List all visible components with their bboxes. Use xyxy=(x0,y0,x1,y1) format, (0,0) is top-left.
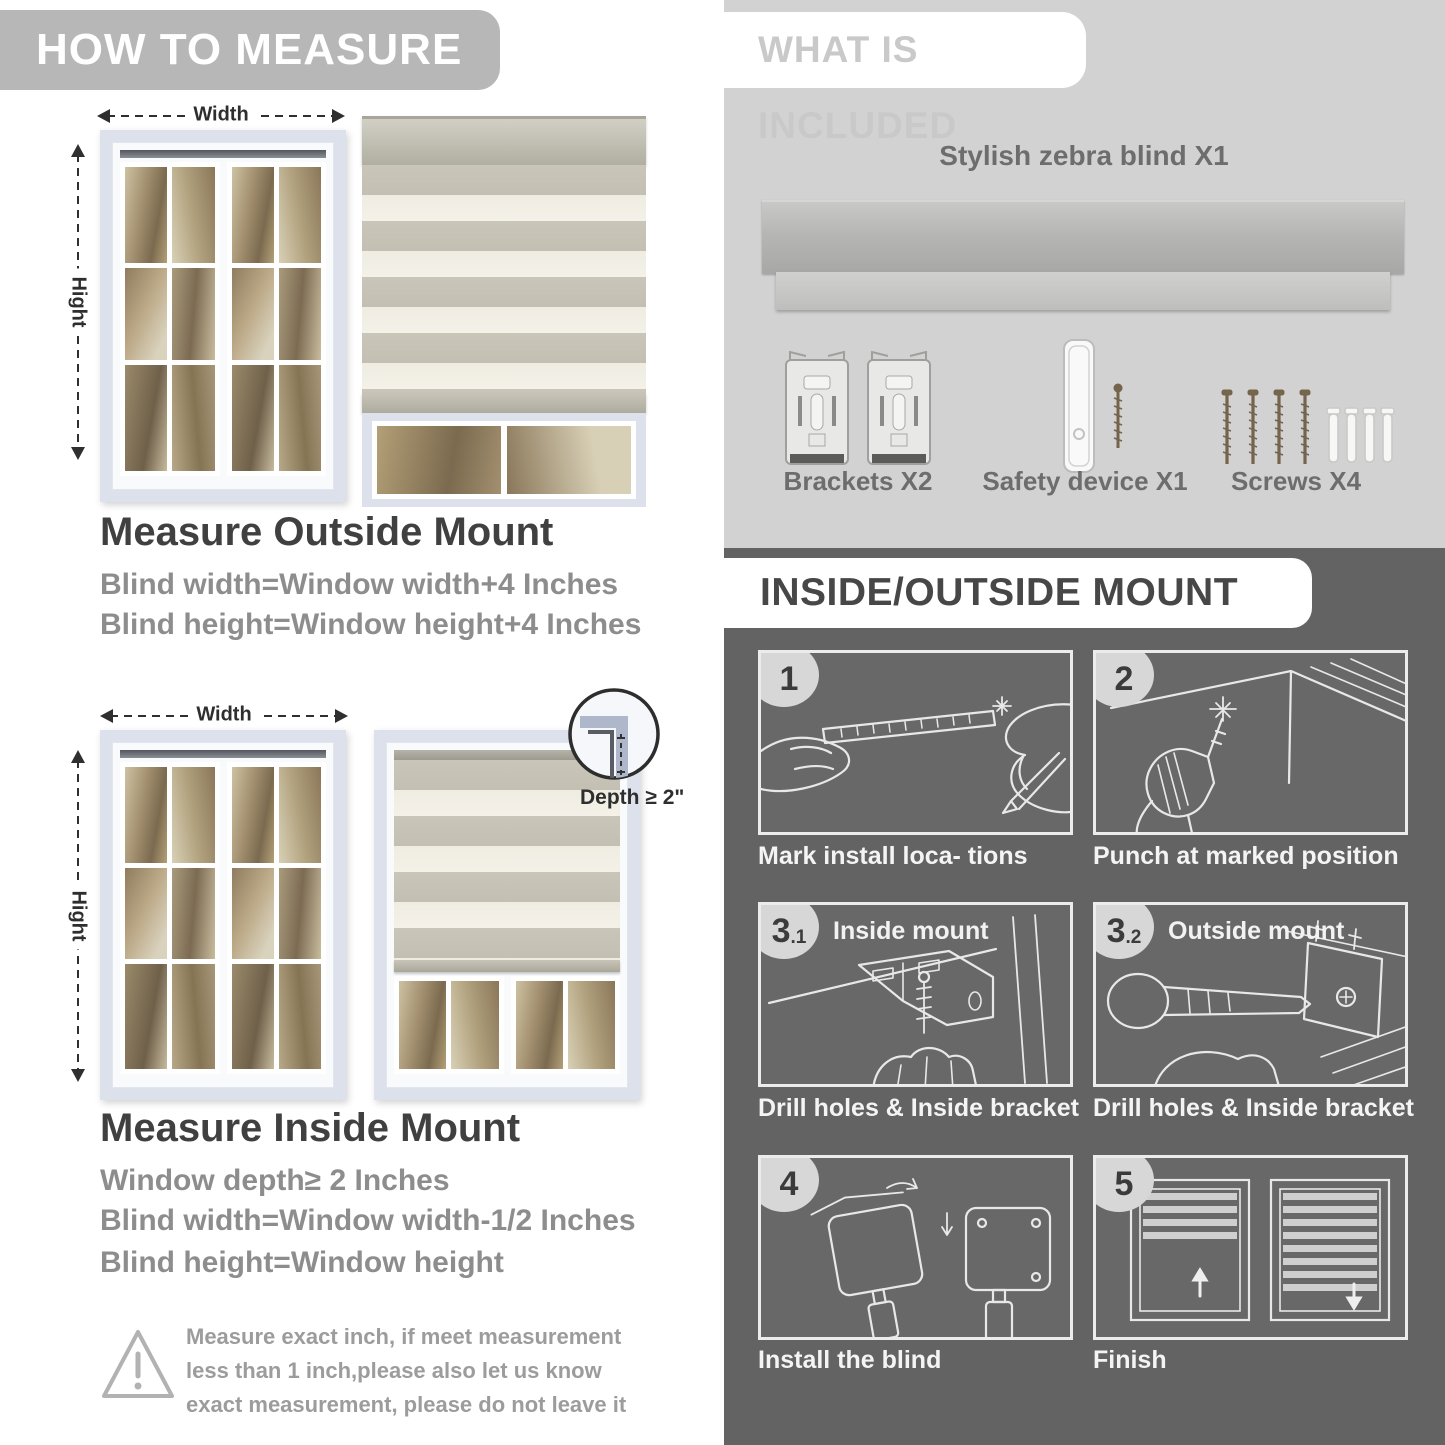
magnifier-icon xyxy=(566,686,662,782)
step-panel-3-2 xyxy=(1093,902,1408,1087)
step-caption: Finish xyxy=(1093,1346,1167,1374)
safety-device-label: Safety device X1 xyxy=(982,466,1188,496)
warning-text: Measure exact inch, if meet measurement less than 1 inch,please also let us know exact measurement, please do not leave it xyxy=(186,1324,627,1418)
window-sliver xyxy=(362,413,646,507)
zebra-blind-photo-outside xyxy=(362,116,646,504)
step-panel-4 xyxy=(758,1155,1073,1340)
width-label: Width xyxy=(188,704,259,727)
window-top-rail xyxy=(120,750,326,758)
blind-bottomrail xyxy=(394,960,620,972)
how-to-measure-header: HOW TO MEASURE xyxy=(0,10,500,90)
width-arrow xyxy=(95,104,347,128)
step-caption: Punch at marked position xyxy=(1093,842,1399,870)
blind-bottomrail xyxy=(362,393,646,413)
hight-label: Hight xyxy=(67,268,90,335)
inside-mount-line2: Blind width=Window width-1/2 Inches xyxy=(100,1204,636,1237)
window-door xyxy=(227,162,327,476)
step-badge: 3 .2 xyxy=(1093,902,1154,959)
step-panel-title: Outside mount xyxy=(1168,917,1345,945)
step-badge: 5 xyxy=(1093,1155,1154,1212)
inside-mount-title: Measure Inside Mount xyxy=(100,1106,521,1150)
included-section xyxy=(724,0,1445,548)
window-photo-outside xyxy=(100,130,346,502)
window-pane xyxy=(125,167,167,263)
blind-cassette-bottom xyxy=(776,272,1390,310)
window-door xyxy=(511,976,621,1074)
step-panel-3-1 xyxy=(758,902,1073,1087)
step-caption: Drill holes & Inside bracket xyxy=(1093,1094,1414,1122)
blind-cassette-image xyxy=(762,200,1404,274)
window-door xyxy=(394,976,504,1074)
step-panel-2 xyxy=(1093,650,1408,835)
window-photo-inside xyxy=(100,730,346,1100)
step-badge: 1 xyxy=(758,650,819,707)
product-label: Stylish zebra blind X1 xyxy=(939,140,1229,171)
width-arrow xyxy=(98,704,350,728)
step-panel-5 xyxy=(1093,1155,1408,1340)
screws-label: Screws X4 xyxy=(1230,466,1362,496)
inside-outside-mount-header: INSIDE/OUTSIDE MOUNT xyxy=(724,558,1312,628)
mount-section xyxy=(724,548,1445,1445)
what-is-included-header: WHAT IS INCLUDED xyxy=(724,12,1086,88)
step-caption: Mark install loca- tions xyxy=(758,842,1028,870)
step-badge: 4 xyxy=(758,1155,819,1212)
window-door xyxy=(120,162,220,476)
warning-triangle-icon xyxy=(98,1326,178,1409)
brackets-label: Brackets X2 xyxy=(783,466,933,496)
height-arrow xyxy=(66,748,90,1084)
depth-label: Depth ≥ 2" xyxy=(580,786,685,809)
inside-mount-line1: Window depth≥ 2 Inches xyxy=(100,1164,450,1197)
blind-fabric xyxy=(362,165,646,393)
step-badge: 3 .1 xyxy=(758,902,819,959)
outside-mount-title: Measure Outside Mount xyxy=(100,510,554,554)
inside-mount-line3: Blind height=Window height xyxy=(100,1246,504,1279)
step-caption: Drill holes & Inside bracket xyxy=(758,1094,1079,1122)
window-top-rail xyxy=(120,150,326,158)
step-panel-title: Inside mount xyxy=(833,917,989,945)
width-label: Width xyxy=(185,104,256,127)
outside-mount-line1: Blind width=Window width+4 Inches xyxy=(100,568,619,601)
height-arrow xyxy=(66,142,90,462)
step-panel-1 xyxy=(758,650,1073,835)
blind-headrail xyxy=(362,116,646,165)
step-caption: Install the blind xyxy=(758,1346,942,1374)
window-door xyxy=(120,762,220,1074)
outside-mount-line2: Blind height=Window height+4 Inches xyxy=(100,608,642,641)
hight-label: Hight xyxy=(67,882,90,949)
step-badge: 2 xyxy=(1093,650,1154,707)
window-door xyxy=(227,762,327,1074)
